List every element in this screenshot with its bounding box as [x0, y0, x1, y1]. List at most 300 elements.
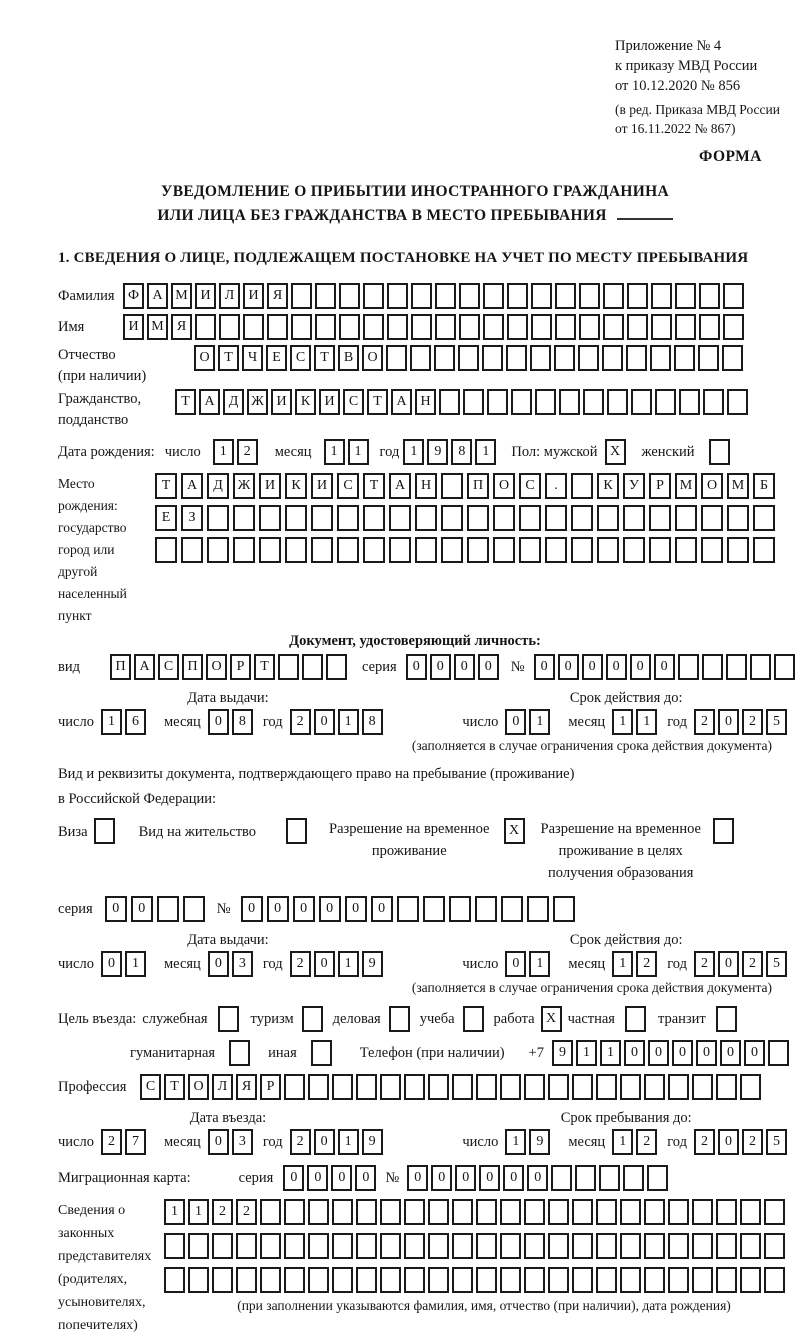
cell[interactable] — [311, 1040, 332, 1066]
cell[interactable] — [157, 896, 179, 922]
cell[interactable] — [651, 314, 672, 340]
cell[interactable] — [527, 896, 549, 922]
cell[interactable] — [675, 314, 696, 340]
cell[interactable] — [435, 283, 456, 309]
cell[interactable] — [428, 1074, 449, 1100]
cell[interactable]: 0 — [293, 896, 315, 922]
cell[interactable] — [452, 1267, 473, 1293]
cell[interactable]: 3 — [232, 951, 253, 977]
cell[interactable] — [259, 537, 281, 563]
cell[interactable] — [332, 1199, 353, 1225]
cell[interactable] — [195, 314, 216, 340]
cell[interactable] — [476, 1267, 497, 1293]
cell[interactable] — [284, 1199, 305, 1225]
cell[interactable]: П — [182, 654, 203, 680]
cell[interactable] — [572, 1074, 593, 1100]
cell[interactable]: 1 — [529, 709, 550, 735]
cell[interactable] — [452, 1199, 473, 1225]
cell[interactable]: 2 — [636, 951, 657, 977]
birthplace-row-2[interactable] — [155, 505, 779, 531]
cell[interactable] — [284, 1074, 305, 1100]
stay-day-cells[interactable] — [505, 1129, 553, 1155]
cell[interactable] — [356, 1074, 377, 1100]
cell[interactable]: 0 — [283, 1165, 304, 1191]
cell[interactable] — [326, 654, 347, 680]
male-checkbox[interactable] — [605, 439, 626, 465]
cell[interactable] — [596, 1199, 617, 1225]
legal-rep-row-3[interactable] — [164, 1267, 804, 1293]
cell[interactable] — [459, 314, 480, 340]
profession-cells[interactable] — [140, 1074, 764, 1100]
cell[interactable]: 3 — [232, 1129, 253, 1155]
cell[interactable] — [692, 1233, 713, 1259]
cell[interactable] — [740, 1074, 761, 1100]
cell[interactable]: Т — [175, 389, 196, 415]
cell[interactable]: 5 — [766, 709, 787, 735]
cell[interactable] — [627, 283, 648, 309]
cell[interactable] — [363, 283, 384, 309]
cell[interactable]: А — [391, 389, 412, 415]
cell[interactable]: 1 — [529, 951, 550, 977]
cell[interactable] — [404, 1233, 425, 1259]
cell[interactable]: Д — [223, 389, 244, 415]
cell[interactable] — [644, 1267, 665, 1293]
cell[interactable] — [308, 1267, 329, 1293]
cell[interactable]: 1 — [612, 1129, 633, 1155]
cell[interactable] — [501, 896, 523, 922]
cell[interactable] — [655, 389, 676, 415]
cell[interactable] — [649, 505, 671, 531]
cell[interactable]: 1 — [348, 439, 369, 465]
cell[interactable]: 0 — [503, 1165, 524, 1191]
cell[interactable] — [698, 345, 719, 371]
cell[interactable]: М — [171, 283, 192, 309]
birth-year-cells[interactable] — [403, 439, 499, 465]
cell[interactable] — [607, 389, 628, 415]
cell[interactable]: 0 — [718, 951, 739, 977]
cell[interactable] — [583, 389, 604, 415]
cell[interactable]: И — [195, 283, 216, 309]
doc-valid-month-cells[interactable] — [612, 709, 660, 735]
cell[interactable]: 7 — [125, 1129, 146, 1155]
birthplace-row-3[interactable] — [155, 537, 779, 563]
cell[interactable] — [603, 314, 624, 340]
cell[interactable] — [363, 505, 385, 531]
cell[interactable]: 1 — [338, 1129, 359, 1155]
cell[interactable] — [626, 345, 647, 371]
cell[interactable] — [500, 1233, 521, 1259]
cell[interactable] — [548, 1199, 569, 1225]
cell[interactable] — [389, 537, 411, 563]
cell[interactable] — [284, 1233, 305, 1259]
cell[interactable] — [404, 1074, 425, 1100]
cell[interactable]: Н — [415, 473, 437, 499]
cell[interactable] — [764, 1199, 785, 1225]
doc-type-cells[interactable] — [110, 654, 350, 680]
cell[interactable] — [500, 1267, 521, 1293]
res-valid-month-cells[interactable] — [612, 951, 660, 977]
cell[interactable] — [260, 1233, 281, 1259]
cell[interactable]: 0 — [431, 1165, 452, 1191]
cell[interactable] — [579, 283, 600, 309]
cell[interactable]: О — [194, 345, 215, 371]
doc-valid-day-cells[interactable] — [505, 709, 553, 735]
cell[interactable]: П — [110, 654, 131, 680]
cell[interactable] — [188, 1233, 209, 1259]
cell[interactable]: 2 — [101, 1129, 122, 1155]
cell[interactable]: 9 — [529, 1129, 550, 1155]
entry-month-cells[interactable] — [208, 1129, 256, 1155]
cell[interactable] — [620, 1074, 641, 1100]
cell[interactable] — [555, 283, 576, 309]
cell[interactable] — [650, 345, 671, 371]
cell[interactable] — [218, 1006, 239, 1032]
doc-issue-month-cells[interactable] — [208, 709, 256, 735]
migr-nomer-cells[interactable] — [407, 1165, 671, 1191]
cell[interactable] — [740, 1233, 761, 1259]
cell[interactable] — [387, 283, 408, 309]
name-cells[interactable] — [123, 314, 747, 340]
cell[interactable] — [647, 1165, 668, 1191]
cell[interactable] — [597, 537, 619, 563]
cell[interactable] — [493, 505, 515, 531]
cell[interactable]: 0 — [624, 1040, 645, 1066]
cell[interactable]: 0 — [131, 896, 153, 922]
cell[interactable]: . — [545, 473, 567, 499]
doc-valid-year-cells[interactable] — [694, 709, 790, 735]
cell[interactable] — [701, 537, 723, 563]
cell[interactable]: 1 — [101, 709, 122, 735]
cell[interactable]: 0 — [654, 654, 675, 680]
cell[interactable] — [620, 1199, 641, 1225]
cell[interactable] — [716, 1233, 737, 1259]
cell[interactable] — [668, 1233, 689, 1259]
cell[interactable]: 0 — [648, 1040, 669, 1066]
cell[interactable]: 0 — [527, 1165, 548, 1191]
cell[interactable]: И — [271, 389, 292, 415]
cell[interactable] — [356, 1233, 377, 1259]
cell[interactable] — [229, 1040, 250, 1066]
purpose-study-checkbox[interactable] — [463, 1006, 484, 1032]
cell[interactable] — [475, 896, 497, 922]
cell[interactable]: Е — [266, 345, 287, 371]
res-valid-year-cells[interactable] — [694, 951, 790, 977]
temp-residence-checkbox[interactable] — [504, 818, 525, 844]
cell[interactable]: С — [158, 654, 179, 680]
cell[interactable] — [389, 1006, 410, 1032]
cell[interactable] — [545, 537, 567, 563]
cell[interactable] — [339, 283, 360, 309]
cell[interactable] — [389, 505, 411, 531]
cell[interactable]: П — [467, 473, 489, 499]
purpose-official-checkbox[interactable] — [218, 1006, 239, 1032]
cell[interactable] — [668, 1199, 689, 1225]
cell[interactable]: И — [311, 473, 333, 499]
cell[interactable] — [500, 1074, 521, 1100]
cell[interactable] — [467, 505, 489, 531]
cell[interactable]: Л — [219, 283, 240, 309]
cell[interactable] — [286, 818, 307, 844]
cell[interactable] — [753, 505, 775, 531]
cell[interactable]: 2 — [290, 709, 311, 735]
cell[interactable] — [458, 345, 479, 371]
cell[interactable]: 2 — [290, 951, 311, 977]
cell[interactable] — [575, 1165, 596, 1191]
cell[interactable]: 2 — [742, 951, 763, 977]
migr-seriya-cells[interactable] — [283, 1165, 379, 1191]
cell[interactable] — [411, 314, 432, 340]
cell[interactable]: А — [199, 389, 220, 415]
cell[interactable] — [207, 537, 229, 563]
cell[interactable] — [441, 537, 463, 563]
res-nomer-cells[interactable] — [241, 896, 579, 922]
cell[interactable] — [181, 537, 203, 563]
cell[interactable] — [482, 345, 503, 371]
cell[interactable]: В — [338, 345, 359, 371]
cell[interactable]: С — [290, 345, 311, 371]
cell[interactable] — [596, 1074, 617, 1100]
cell[interactable] — [155, 537, 177, 563]
cell[interactable] — [531, 283, 552, 309]
cell[interactable] — [463, 389, 484, 415]
cell[interactable] — [644, 1074, 665, 1100]
cell[interactable] — [559, 389, 580, 415]
cell[interactable]: 2 — [742, 1129, 763, 1155]
cell[interactable] — [524, 1199, 545, 1225]
cell[interactable] — [774, 654, 795, 680]
purpose-work-checkbox[interactable] — [541, 1006, 562, 1032]
cell[interactable] — [716, 1267, 737, 1293]
cell[interactable]: 2 — [237, 439, 258, 465]
cell[interactable] — [423, 896, 445, 922]
cell[interactable] — [435, 314, 456, 340]
cell[interactable]: 2 — [694, 709, 715, 735]
cell[interactable] — [243, 314, 264, 340]
res-seriya-cells[interactable] — [105, 896, 209, 922]
cell[interactable] — [596, 1267, 617, 1293]
cell[interactable] — [207, 505, 229, 531]
cell[interactable] — [259, 505, 281, 531]
cell[interactable] — [620, 1267, 641, 1293]
cell[interactable] — [723, 283, 744, 309]
cell[interactable] — [94, 818, 115, 844]
cell[interactable] — [476, 1074, 497, 1100]
cell[interactable] — [555, 314, 576, 340]
cell[interactable] — [332, 1267, 353, 1293]
cell[interactable] — [571, 505, 593, 531]
cell[interactable]: 5 — [766, 1129, 787, 1155]
cell[interactable] — [675, 537, 697, 563]
visa-checkbox[interactable] — [94, 818, 115, 844]
cell[interactable]: 0 — [267, 896, 289, 922]
female-checkbox[interactable] — [709, 439, 730, 465]
cell[interactable] — [164, 1233, 185, 1259]
cell[interactable] — [699, 283, 720, 309]
stay-year-cells[interactable] — [694, 1129, 790, 1155]
cell[interactable]: 1 — [164, 1199, 185, 1225]
cell[interactable] — [308, 1199, 329, 1225]
cell[interactable] — [506, 345, 527, 371]
cell[interactable]: 9 — [362, 951, 383, 977]
cell[interactable] — [722, 345, 743, 371]
cell[interactable] — [554, 345, 575, 371]
cell[interactable] — [596, 1233, 617, 1259]
cell[interactable] — [397, 896, 419, 922]
res-issue-month-cells[interactable] — [208, 951, 256, 977]
cell[interactable] — [692, 1267, 713, 1293]
cell[interactable]: 1 — [403, 439, 424, 465]
cell[interactable]: 0 — [314, 951, 335, 977]
cell[interactable]: Т — [164, 1074, 185, 1100]
cell[interactable]: 1 — [600, 1040, 621, 1066]
cell[interactable] — [579, 314, 600, 340]
cell[interactable] — [692, 1074, 713, 1100]
cell[interactable]: 2 — [290, 1129, 311, 1155]
cell[interactable] — [308, 1233, 329, 1259]
cell[interactable]: 0 — [630, 654, 651, 680]
cell[interactable] — [531, 314, 552, 340]
cell[interactable] — [236, 1267, 257, 1293]
cell[interactable]: 6 — [125, 709, 146, 735]
cell[interactable] — [404, 1199, 425, 1225]
cell[interactable] — [548, 1233, 569, 1259]
cell[interactable] — [716, 1074, 737, 1100]
cell[interactable] — [553, 896, 575, 922]
cell[interactable] — [519, 505, 541, 531]
cell[interactable] — [411, 283, 432, 309]
doc-seriya-cells[interactable] — [406, 654, 502, 680]
cell[interactable] — [219, 314, 240, 340]
cell[interactable]: 8 — [232, 709, 253, 735]
cell[interactable] — [507, 314, 528, 340]
cell[interactable] — [572, 1233, 593, 1259]
cell[interactable]: 0 — [479, 1165, 500, 1191]
cell[interactable]: 9 — [552, 1040, 573, 1066]
cell[interactable]: Я — [267, 283, 288, 309]
cell[interactable]: 0 — [718, 1129, 739, 1155]
cell[interactable] — [524, 1074, 545, 1100]
cell[interactable]: 1 — [505, 1129, 526, 1155]
cell[interactable]: Л — [212, 1074, 233, 1100]
cell[interactable]: 0 — [355, 1165, 376, 1191]
cell[interactable]: Ж — [247, 389, 268, 415]
cell[interactable]: Т — [314, 345, 335, 371]
cell[interactable]: 0 — [478, 654, 499, 680]
cell[interactable] — [597, 505, 619, 531]
cell[interactable] — [380, 1267, 401, 1293]
cell[interactable] — [428, 1267, 449, 1293]
cell[interactable]: Р — [649, 473, 671, 499]
cell[interactable] — [452, 1233, 473, 1259]
cell[interactable]: 0 — [534, 654, 555, 680]
cell[interactable] — [380, 1233, 401, 1259]
cell[interactable]: Б — [753, 473, 775, 499]
cell[interactable] — [507, 283, 528, 309]
purpose-transit-checkbox[interactable] — [716, 1006, 737, 1032]
cell[interactable]: 0 — [696, 1040, 717, 1066]
cell[interactable] — [236, 1233, 257, 1259]
cell[interactable]: 0 — [505, 951, 526, 977]
cell[interactable]: И — [259, 473, 281, 499]
cell[interactable] — [764, 1267, 785, 1293]
cell[interactable]: 0 — [307, 1165, 328, 1191]
cell[interactable] — [599, 1165, 620, 1191]
cell[interactable] — [644, 1199, 665, 1225]
cell[interactable]: 0 — [720, 1040, 741, 1066]
cell[interactable] — [511, 389, 532, 415]
cell[interactable] — [363, 537, 385, 563]
cell[interactable] — [332, 1233, 353, 1259]
cell[interactable]: X — [605, 439, 626, 465]
cell[interactable] — [278, 654, 299, 680]
cell[interactable] — [428, 1233, 449, 1259]
cell[interactable]: Т — [155, 473, 177, 499]
temp-residence-edu-checkbox[interactable] — [713, 818, 734, 844]
cell[interactable]: 8 — [451, 439, 472, 465]
cell[interactable] — [753, 537, 775, 563]
cell[interactable] — [315, 314, 336, 340]
cell[interactable] — [233, 505, 255, 531]
cell[interactable]: 1 — [213, 439, 234, 465]
cell[interactable]: 0 — [105, 896, 127, 922]
cell[interactable]: 2 — [636, 1129, 657, 1155]
cell[interactable]: Т — [367, 389, 388, 415]
cell[interactable] — [740, 1267, 761, 1293]
cell[interactable] — [459, 283, 480, 309]
cell[interactable]: 0 — [454, 654, 475, 680]
cell[interactable]: И — [123, 314, 144, 340]
cell[interactable]: 1 — [324, 439, 345, 465]
cell[interactable]: 1 — [188, 1199, 209, 1225]
cell[interactable] — [726, 654, 747, 680]
cell[interactable] — [356, 1267, 377, 1293]
cell[interactable] — [260, 1199, 281, 1225]
cell[interactable]: 0 — [101, 951, 122, 977]
purpose-humanitarian-checkbox[interactable] — [229, 1040, 250, 1066]
cell[interactable] — [572, 1199, 593, 1225]
cell[interactable] — [649, 537, 671, 563]
cell[interactable] — [285, 505, 307, 531]
cell[interactable] — [415, 537, 437, 563]
cell[interactable] — [548, 1074, 569, 1100]
cell[interactable] — [441, 505, 463, 531]
cell[interactable] — [545, 505, 567, 531]
cell[interactable] — [291, 314, 312, 340]
cell[interactable]: А — [147, 283, 168, 309]
cell[interactable]: 2 — [236, 1199, 257, 1225]
cell[interactable]: М — [727, 473, 749, 499]
cell[interactable]: 1 — [636, 709, 657, 735]
cell[interactable] — [284, 1267, 305, 1293]
cell[interactable] — [302, 654, 323, 680]
cell[interactable]: И — [319, 389, 340, 415]
cell[interactable]: 0 — [558, 654, 579, 680]
cell[interactable] — [315, 283, 336, 309]
cell[interactable] — [493, 537, 515, 563]
cell[interactable]: М — [675, 473, 697, 499]
purpose-other-checkbox[interactable] — [311, 1040, 332, 1066]
cell[interactable]: А — [134, 654, 155, 680]
cell[interactable] — [750, 654, 771, 680]
cell[interactable]: 0 — [345, 896, 367, 922]
cell[interactable]: Ч — [242, 345, 263, 371]
cell[interactable] — [571, 537, 593, 563]
cell[interactable] — [603, 283, 624, 309]
cell[interactable] — [716, 1006, 737, 1032]
cell[interactable] — [679, 389, 700, 415]
birthplace-row-1[interactable] — [155, 473, 779, 499]
cell[interactable] — [308, 1074, 329, 1100]
